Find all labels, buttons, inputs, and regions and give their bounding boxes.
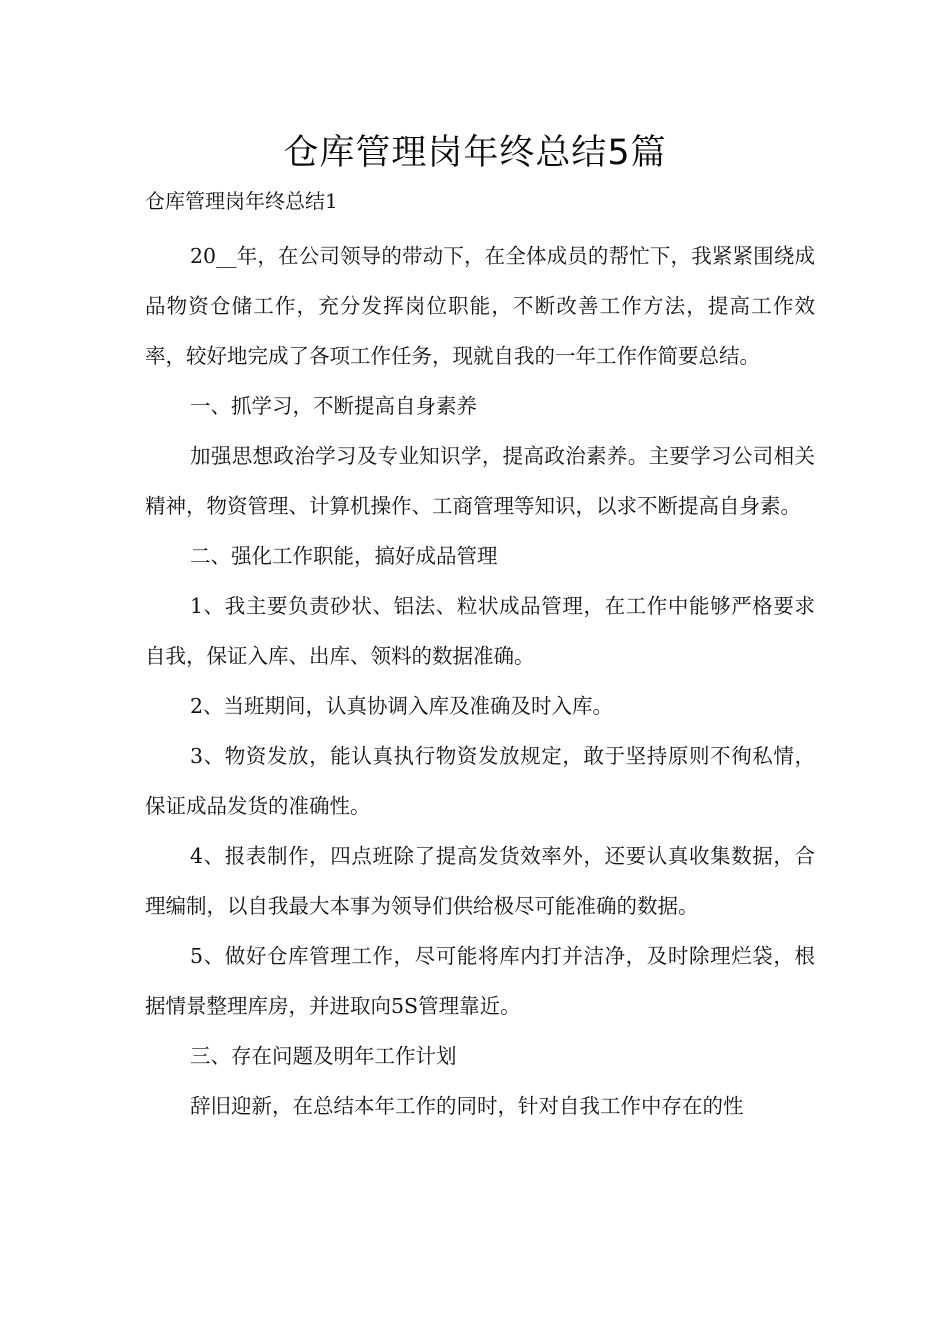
- paragraph-study: 加强思想政治学习及专业知识学，提高政治素养。主要学习公司相关精神，物资管理、计算机操作、工商管理等知识，以求不断提高自身素。: [145, 444, 815, 518]
- section-heading-3: 三、存在问题及明年工作计划: [190, 1044, 457, 1068]
- document-body: [145, 231, 815, 1131]
- paragraph-item-5: 5、做好仓库管理工作，尽可能将库内打并洁净，及时除理烂袋，根据情景整理库房，并进取向5S管理靠近。: [145, 944, 815, 1018]
- paragraph-plan: 辞旧迎新，在总结本年工作的同时，针对自我工作中存在的性: [190, 1094, 744, 1118]
- section-heading-2: 二、强化工作职能，搞好成品管理: [190, 544, 498, 568]
- paragraph-item-3: 3、物资发放，能认真执行物资发放规定，敢于坚持原则不徇私情，保证成品发货的准确性。: [145, 744, 815, 818]
- paragraph-item-4: 4、报表制作，四点班除了提高发货效率外，还要认真收集数据，合理编制，以自我最大本事为领导们供给极尽可能准确的数据。: [145, 844, 815, 918]
- document-title: 仓库管理岗年终总结5篇: [283, 133, 667, 173]
- paragraph-item-2: 2、当班期间，认真协调入库及准确及时入库。: [190, 694, 614, 718]
- paragraph-intro: 20__年，在公司领导的带动下，在全体成员的帮忙下，我紧紧围绕成品物资仓储工作，充分发挥岗位职能，不断改善工作方法，提高工作效率，较好地完成了各项工作任务，现就自我的一年工作作简要总结。: [145, 244, 815, 368]
- document-subtitle: 仓库管理岗年终总结1: [145, 189, 338, 213]
- section-heading-1: 一、抓学习，不断提高自身素养: [190, 394, 477, 418]
- paragraph-item-1: 1、我主要负责砂状、铝法、粒状成品管理，在工作中能够严格要求自我，保证入库、出库、领料的数据准确。: [145, 594, 815, 668]
